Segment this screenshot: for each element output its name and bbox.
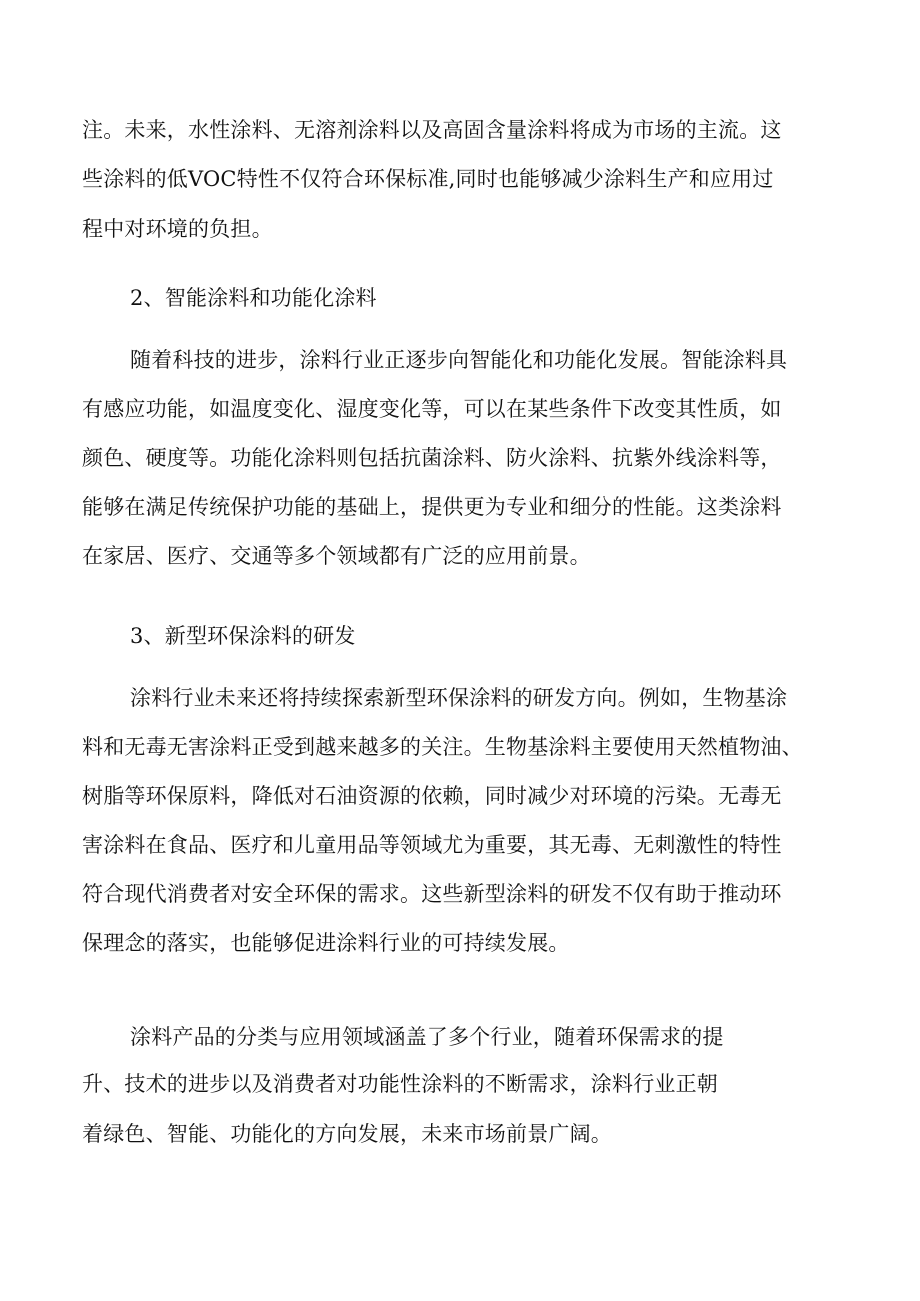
paragraph-line: 害涂料在食品、医疗和儿童用品等领域尤为重要，其无毒、无刺激性的特性 (82, 833, 782, 857)
section-heading: 2、智能涂料和功能化涂料 (130, 286, 377, 310)
section-heading: 3、新型环保涂料的研发 (130, 624, 356, 648)
paragraph-line: 涂料产品的分类与应用领域涵盖了多个行业，随着环保需求的提 (130, 1025, 724, 1049)
paragraph-line: 涂料行业未来还将持续探索新型环保涂料的研发方向。例如，生物基涂 (130, 686, 788, 710)
paragraph-line: 着绿色、智能、功能化的方向发展，未来市场前景广阔。 (82, 1122, 612, 1146)
paragraph-line: 注。未来，水性涂料、无溶剂涂料以及高固含量涂料将成为市场的主流。这 (82, 118, 782, 142)
paragraph-line: 颜色、硬度等。功能化涂料则包括抗菌涂料、防火涂料、抗紫外线涂料等， (82, 446, 782, 470)
paragraph-line: 随着科技的进步，涂料行业正逐步向智能化和功能化发展。智能涂料具 (130, 348, 788, 372)
paragraph-line: 些涂料的低VOC特性不仅符合环保标准,同时也能够减少涂料生产和应用过 (82, 167, 774, 191)
paragraph-line: 能够在满足传统保护功能的基础上，提供更为专业和细分的性能。这类涂料 (82, 495, 782, 519)
paragraph-line: 程中对环境的负担。 (82, 217, 273, 241)
paragraph-line: 保理念的落实，也能够促进涂料行业的可持续发展。 (82, 931, 570, 955)
paragraph-line: 在家居、医疗、交通等多个领域都有广泛的应用前景。 (82, 544, 591, 568)
paragraph-line: 符合现代消费者对安全环保的需求。这些新型涂料的研发不仅有助于推动环 (82, 882, 782, 906)
paragraph-line: 树脂等环保原料，降低对石油资源的依赖，同时减少对环境的污染。无毒无 (82, 784, 782, 808)
paragraph-line: 料和无毒无害涂料正受到越来越多的关注。生物基涂料主要使用天然植物油、 (82, 735, 803, 759)
paragraph-line: 升、技术的进步以及消费者对功能性涂料的不断需求，涂料行业正朝 (82, 1072, 718, 1096)
paragraph-line: 有感应功能，如温度变化、湿度变化等，可以在某些条件下改变其性质，如 (82, 397, 782, 421)
